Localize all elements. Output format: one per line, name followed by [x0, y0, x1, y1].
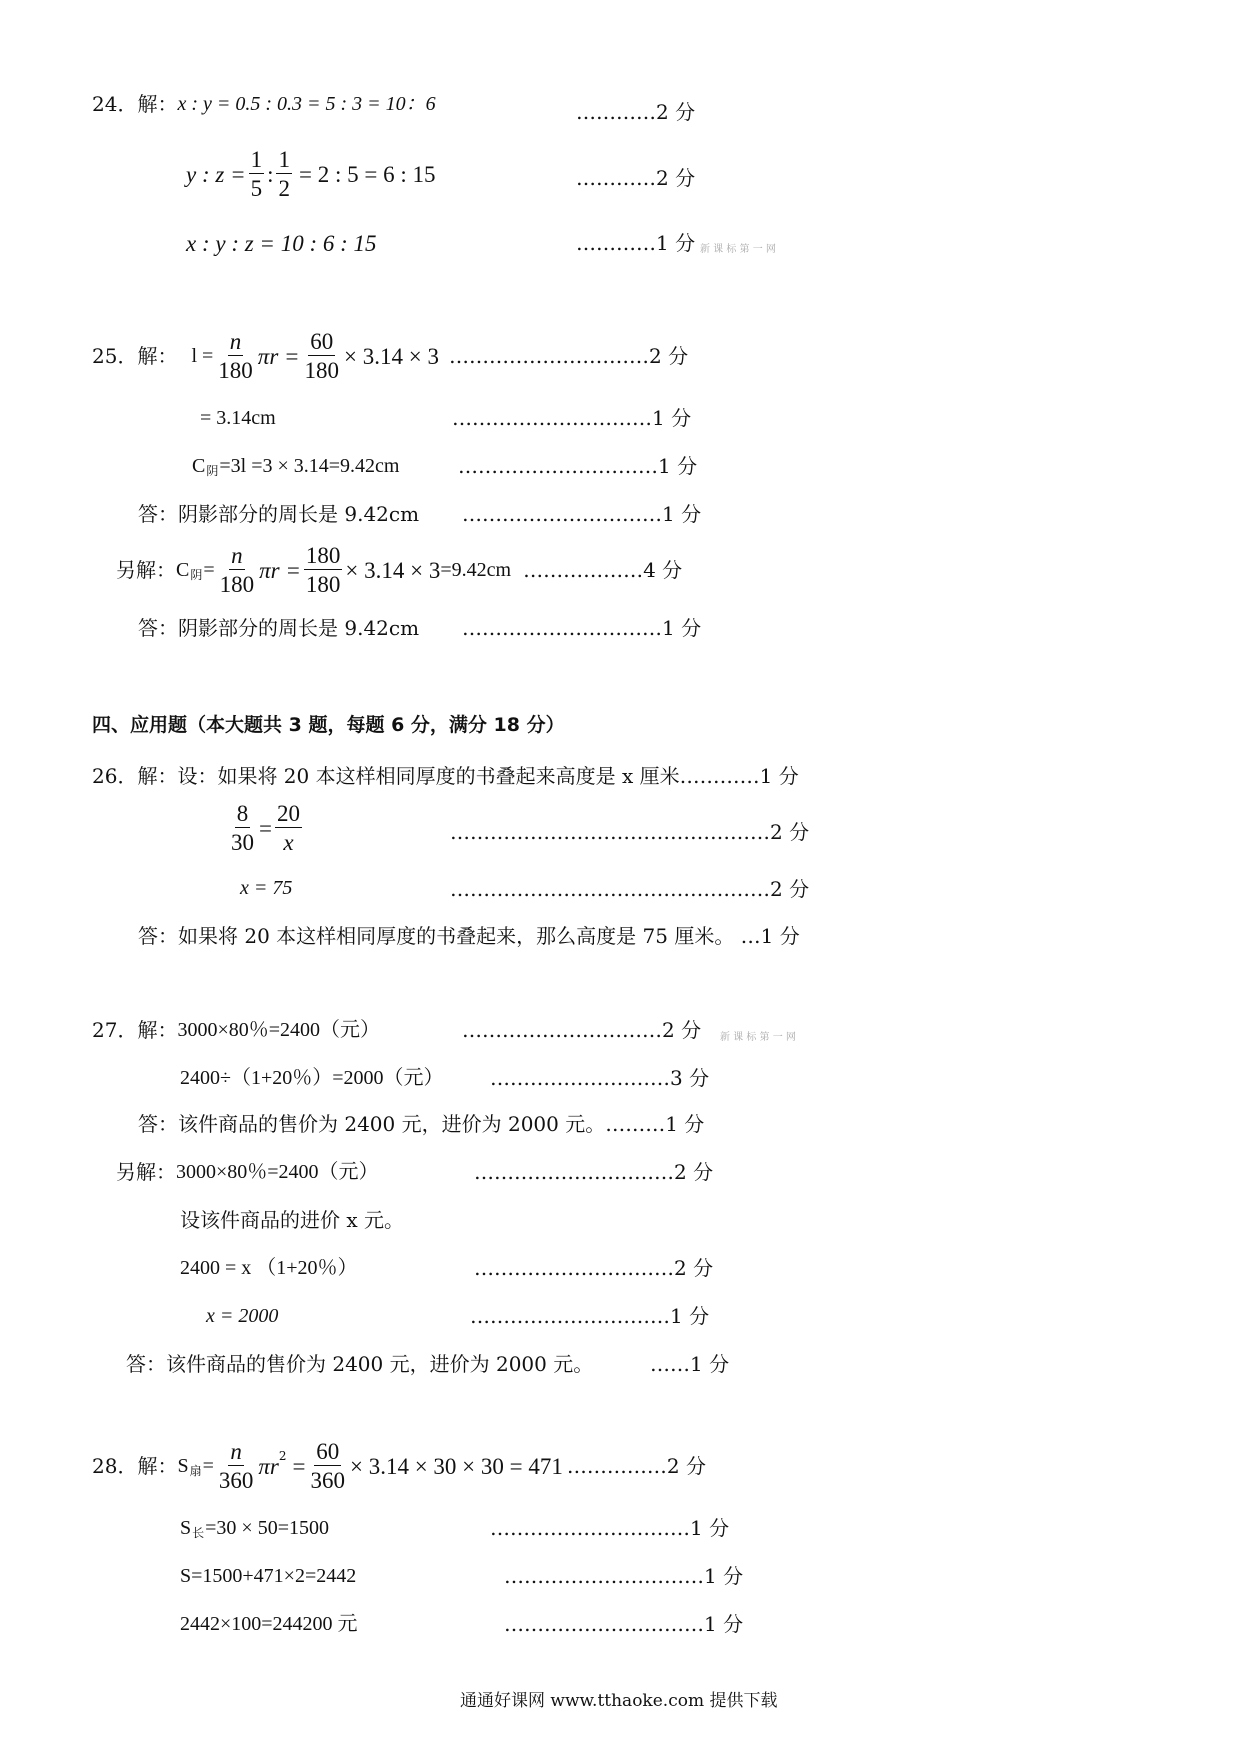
- q27-answer-2: 答：该件商品的售价为 2400 元，进价为 2000 元。: [126, 1352, 594, 1376]
- q25-alt-label: 另解：: [116, 558, 176, 582]
- q25-line-2: [200, 408, 276, 428]
- watermark-text: 新 课 标 第 一 网: [700, 244, 776, 255]
- q25-score-4: …………………………1 分: [462, 502, 702, 526]
- fraction-denominator: 180: [305, 572, 341, 597]
- q25-alt-mult: × 3.14 × 3: [345, 557, 441, 583]
- fraction-denominator: 2: [278, 176, 290, 201]
- q26-setup: 设：如果将 20 本这样相同厚度的书叠起来高度是 x 厘米…………1 分: [177, 764, 799, 788]
- fraction-denominator: 180: [304, 358, 340, 383]
- q28-fraction-2: [308, 1440, 347, 1492]
- q25-fraction-1: [216, 330, 255, 382]
- q26-line-3: x = 75: [240, 877, 293, 899]
- q26-fraction-2: [275, 802, 302, 854]
- fraction-denominator: 30: [231, 830, 254, 855]
- q24-fraction-2: [276, 148, 292, 200]
- q25-fraction-2: [303, 330, 342, 382]
- q25-alt-sub: 阴: [190, 568, 203, 582]
- q24-score-3: …………1 分: [576, 231, 696, 255]
- q27-alt-eq3: 2400 = x （1+20％）: [180, 1257, 358, 1279]
- q27-alt-score-4: …………………………1 分: [470, 1304, 710, 1328]
- q28-pi-r: πr: [258, 1453, 279, 1479]
- q24-label: 24．解：: [92, 92, 178, 116]
- q26-fraction-1: [229, 802, 256, 854]
- q25-eq3-c: C: [192, 455, 206, 477]
- q28-score-1: ……………2 分: [566, 1454, 706, 1478]
- q25-alt-result: =9.42cm: [440, 559, 512, 581]
- q25-line-1: [92, 330, 688, 382]
- q25-score-2: …………………………1 分: [452, 406, 692, 430]
- q25-eq3-sub: 阴: [206, 464, 219, 478]
- q27-alt-label: 另解：: [116, 1160, 176, 1184]
- q27-answer-2-score: ……1 分: [650, 1352, 730, 1376]
- q28-s2: S: [180, 1517, 192, 1539]
- q25-line-3: [192, 456, 399, 476]
- q25-alt-pi: πr =: [259, 557, 301, 583]
- q28-sup: 2: [278, 1449, 287, 1463]
- q27-alt-score-1: …………………………2 分: [474, 1160, 714, 1184]
- q25-alt-line: [116, 544, 682, 596]
- q24-line-1: [92, 92, 436, 116]
- q24-colon: :: [267, 161, 274, 187]
- q25-label: 25．解：: [92, 344, 178, 368]
- q24-eq2-start: y : z =: [186, 161, 246, 187]
- q24-score-1: …………2 分: [576, 100, 696, 124]
- q28-score-2: …………………………1 分: [490, 1516, 730, 1540]
- q27-alt-line-1: [116, 1162, 379, 1182]
- q27-label: 27．解：: [92, 1018, 178, 1042]
- q28-eq3: S=1500+471×2=2442: [180, 1565, 357, 1587]
- q25-answer-2: 答：阴影部分的周长是 9.42cm: [138, 616, 420, 640]
- q28-fraction-1: [217, 1440, 256, 1492]
- q28-label: 28．解：: [92, 1454, 178, 1478]
- q25-score-5: ………………4 分: [523, 558, 683, 582]
- fraction-numerator: 180: [305, 543, 341, 568]
- q28-eq1-end: × 3.14 × 30 × 30 = 471: [349, 1453, 563, 1479]
- q25-eq1-end: × 3.14 × 3: [344, 343, 439, 369]
- q28-eq4: 2442×100=244200 元: [180, 1613, 358, 1635]
- q26-answer: 答：如果将 20 本这样相同厚度的书叠起来，那么高度是 75 厘米。 …1 分: [138, 924, 800, 948]
- fraction-numerator: 60: [316, 1439, 340, 1464]
- footer-text: 通通好课网 www.tthaoke.com 提供下载: [460, 1691, 778, 1711]
- q27-score-2: ………………………3 分: [490, 1066, 710, 1090]
- q27-eq2: 2400÷（1+20％）=2000（元）: [180, 1067, 444, 1089]
- q25-eq2: = 3.14cm: [200, 407, 276, 429]
- q28-score-4: …………………………1 分: [504, 1612, 744, 1636]
- watermark-text: 新 课 标 第 一 网: [720, 1032, 796, 1043]
- q26-equals: =: [259, 815, 272, 841]
- q25-alt-fraction-2: [304, 544, 343, 596]
- q27-alt-score-3: …………………………2 分: [474, 1256, 714, 1280]
- q26-score-1: …………………………………………2 分: [450, 820, 810, 844]
- fraction-numerator: 20: [276, 801, 300, 826]
- fraction-denominator: 360: [218, 1468, 254, 1493]
- q24-score-2: …………2 分: [576, 166, 696, 190]
- fraction-denominator: 180: [219, 572, 255, 597]
- q24-eq2-end: = 2 : 5 = 6 : 15: [298, 161, 436, 187]
- q27-eq1: 3000×80％=2400（元）: [177, 1019, 381, 1041]
- q24-equation-3: x : y : z = 10 : 6 : 15: [186, 231, 377, 256]
- q25-answer-1: 答：阴影部分的周长是 9.42cm: [138, 502, 420, 526]
- q25-score-6: …………………………1 分: [462, 616, 702, 640]
- q28-s-sub: 扇: [189, 1464, 202, 1478]
- q25-alt-c: C: [176, 559, 190, 581]
- fraction-numerator: 60: [310, 329, 334, 354]
- q27-answer-1: 答：该件商品的售价为 2400 元，进价为 2000 元。………1 分: [138, 1112, 705, 1136]
- q27-alt-eq1: 3000×80％=2400（元）: [176, 1161, 379, 1183]
- q27-alt-setup: 设该件商品的进价 x 元。: [180, 1208, 404, 1232]
- fraction-denominator: x: [283, 830, 294, 855]
- q28-eq: =: [202, 1455, 214, 1477]
- fraction-numerator: 1: [250, 147, 263, 172]
- fraction-numerator: 1: [278, 147, 290, 172]
- q25-alt-eq: =: [203, 559, 215, 581]
- q25-eq3-mid: =3l =: [219, 455, 263, 477]
- q26-label: 26．解：: [92, 764, 178, 788]
- q28-s: S: [177, 1455, 189, 1477]
- section-heading: 四、应用题（本大题共 3 题，每题 6 分，满分 18 分）: [92, 714, 565, 736]
- fraction-denominator: 180: [218, 358, 253, 383]
- q28-eq2: =30 × 50=1500: [205, 1517, 329, 1539]
- fraction-denominator: 5: [250, 176, 263, 201]
- q24-line-2: [186, 148, 435, 200]
- q28-score-3: …………………………1 分: [504, 1564, 744, 1588]
- fraction-numerator: 8: [236, 801, 249, 826]
- q24-equation-1: x : y = 0.5 : 0.3 = 5 : 3 = 10：6: [177, 93, 436, 115]
- q25-alt-fraction-1: [218, 544, 257, 596]
- q28-line-2: [180, 1518, 329, 1538]
- q26-score-2: …………………………………………2 分: [450, 877, 810, 901]
- q28-line-1: [92, 1440, 706, 1492]
- q28-s2-sub: 长: [192, 1526, 205, 1540]
- q24-fraction-1: [249, 148, 265, 200]
- q27-alt-eq4: x = 2000: [206, 1305, 279, 1327]
- q25-eq1-start: l =: [191, 345, 214, 367]
- fraction-numerator: n: [231, 543, 243, 568]
- q26-line-1: [92, 766, 799, 786]
- q25-eq1-pi: πr =: [257, 343, 300, 369]
- fraction-numerator: n: [230, 1439, 242, 1464]
- q28-eq-2: =: [292, 1453, 306, 1479]
- q27-score-1: …………………………2 分: [462, 1018, 702, 1042]
- q26-line-2: [226, 802, 305, 854]
- q27-line-1: [92, 1020, 380, 1040]
- q25-score-3: …………………………1 分: [458, 454, 698, 478]
- fraction-denominator: 360: [310, 1468, 345, 1493]
- q25-eq3-end: 3 × 3.14=9.42cm: [262, 455, 400, 477]
- fraction-numerator: n: [229, 329, 242, 354]
- q25-score-1: …………………………2 分: [449, 344, 689, 368]
